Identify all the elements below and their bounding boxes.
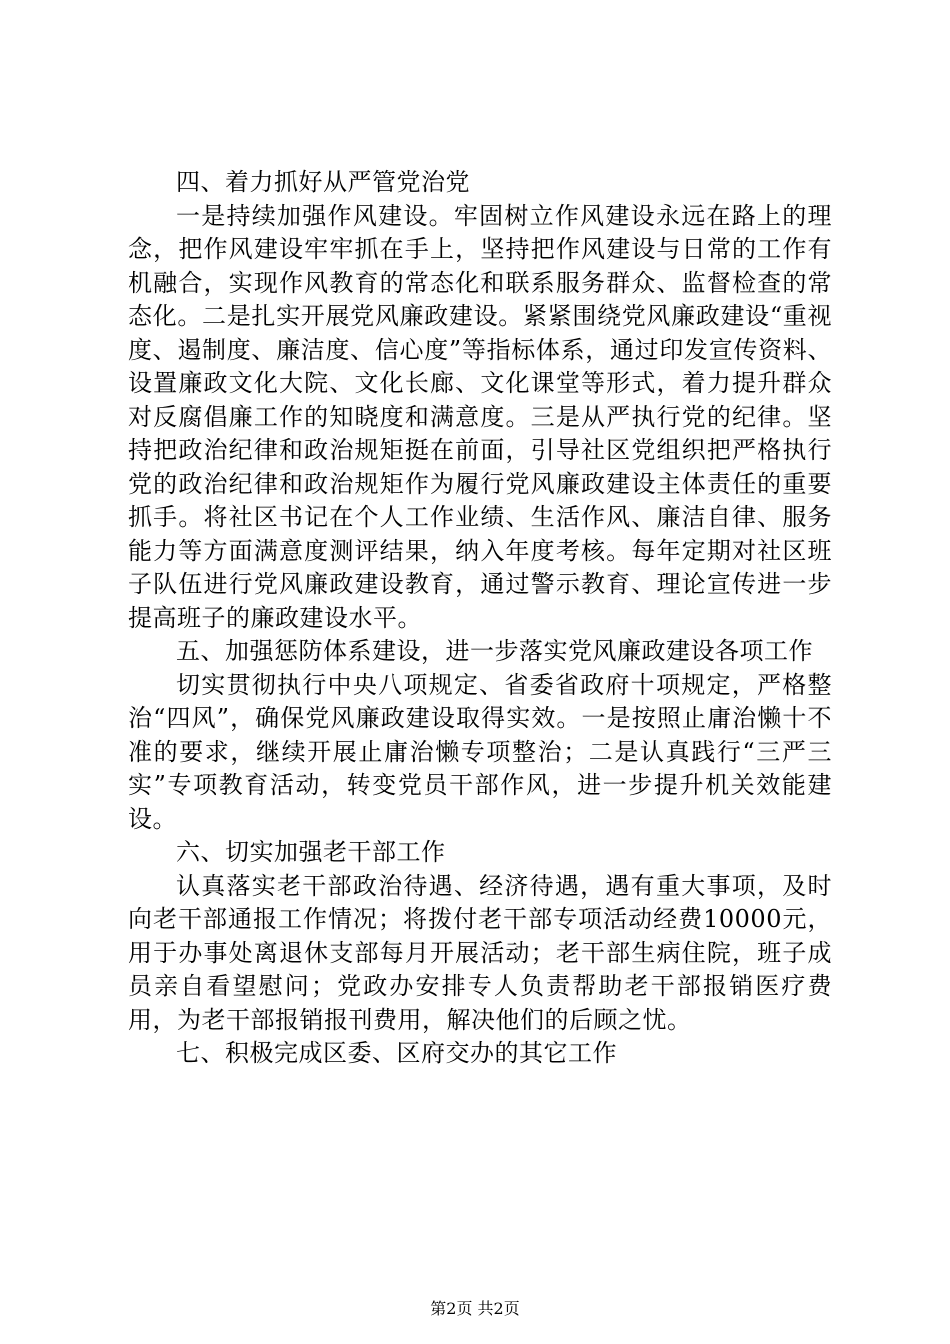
section-heading-4: 四、着力抓好从严管党治党	[176, 168, 470, 196]
section-heading-6: 六、切实加强老干部工作	[176, 838, 446, 866]
document-body	[128, 166, 832, 1071]
page-number-footer: 第2页 共2页	[430, 1299, 520, 1318]
body-paragraph: 切实贯彻执行中央八项规定、省委省政府十项规定，严格整治“四风”，确保党风廉政建设取得实效。一是按照止庸治懒十不准的要求，继续开展止庸治懒专项整治；二是认真践行“三严三实”专项教育活动，转变党员干部作风，进一步提升机关效能建设。	[128, 670, 832, 833]
body-paragraph: 认真落实老干部政治待遇、经济待遇，遇有重大事项，及时向老干部通报工作情况；将拨付老干部专项活动经费10000元，用于办事处离退休支部每月开展活动；老干部生病住院，班子成员亲自看望慰问；党政办安排专人负责帮助老干部报销医疗费用，为老干部报销报刊费用，解决他们的后顾之忧。	[128, 871, 832, 1034]
body-paragraph: 一是持续加强作风建设。牢固树立作风建设永远在路上的理念，把作风建设牢牢抓在手上，坚持把作风建设与日常的工作有机融合，实现作风教育的常态化和联系服务群众、监督检查的常态化。二是扎实开展党风廉政建设。紧紧围绕党风廉政建设“重视度、遏制度、廉洁度、信心度”等指标体系，通过印发宣传资料、设置廉政文化大院、文化长廊、文化课堂等形式，着力提升群众对反腐倡廉工作的知晓度和满意度。三是从严执行党的纪律。坚持把政治纪律和政治规矩挺在前面，引导社区党组织把严格执行党的政治纪律和政治规矩作为履行党风廉政建设主体责任的重要抓手。将社区书记在个人工作业绩、生活作风、廉洁自律、服务能力等方面满意度测评结果，纳入年度考核。每年定期对社区班子队伍进行党风廉政建设教育，通过警示教育、理论宣传进一步提高班子的廉政建设水平。	[128, 201, 832, 632]
section-heading-5: 五、加强惩防体系建设，进一步落实党风廉政建设各项工作	[176, 637, 813, 665]
section-heading-7: 七、积极完成区委、区府交办的其它工作	[176, 1039, 617, 1067]
